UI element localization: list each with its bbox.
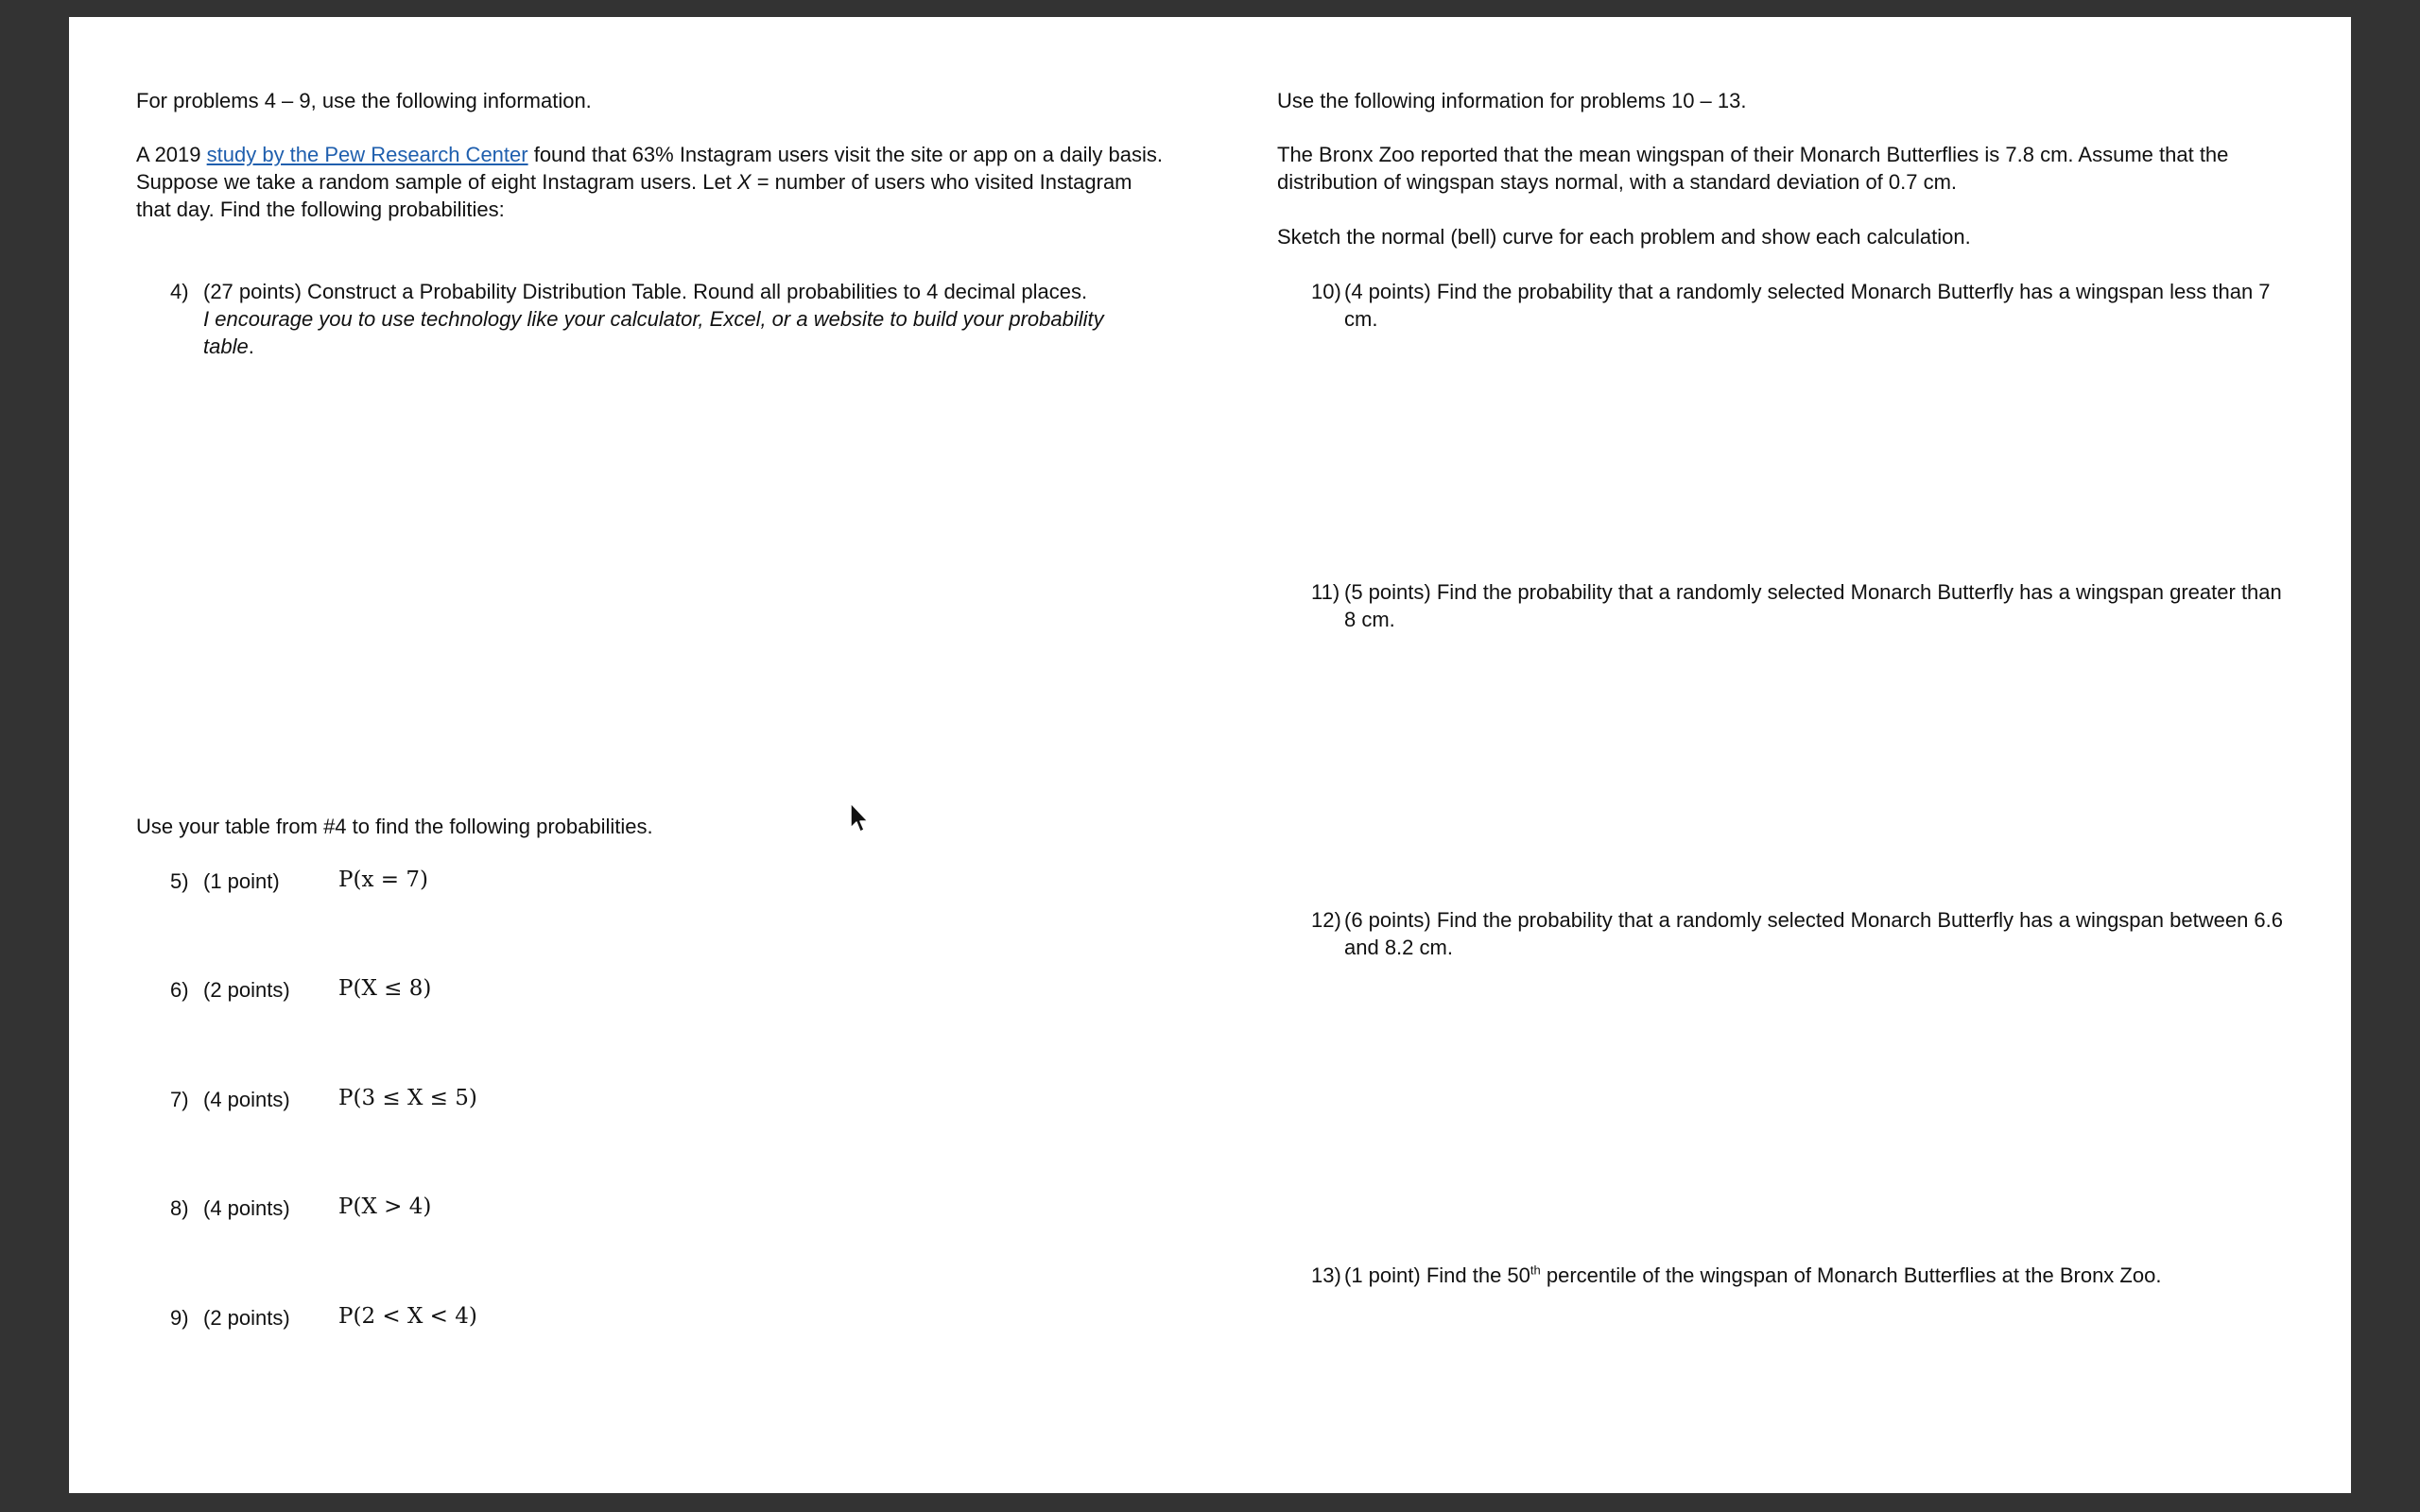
question-points: (4 points)	[203, 1196, 290, 1220]
use-table-instruction: Use your table from #4 to find the following probabilities.	[136, 815, 653, 838]
question-line-1: (4 points) Find the probability that a randomly selected Monarch Butterfly has a wingspan less than 7	[1344, 280, 2271, 303]
question-4-line-2: I encourage you to use technology like your calculator, Excel, or a website to build your probability	[203, 307, 1104, 331]
question-expression: P(X ≤ 8)	[338, 976, 432, 1001]
question-line-2: 8 cm.	[1344, 608, 1395, 631]
question-points: (1 point)	[203, 869, 280, 893]
question-expression: P(2 < X < 4)	[338, 1304, 477, 1329]
question-text: (1 point) Find the 50th percentile of the wingspan of Monarch Butterflies at the Bronx Zoo.	[1344, 1263, 2162, 1287]
question-line-1: (5 points) Find the probability that a randomly selected Monarch Butterfly has a wingspan greater than	[1344, 580, 2282, 604]
question-number: 12)	[1311, 908, 1341, 932]
question-number: 13)	[1311, 1263, 1341, 1287]
question-line-2: and 8.2 cm.	[1344, 936, 1453, 959]
question-line-2: cm.	[1344, 307, 1378, 331]
question-number: 7)	[170, 1088, 189, 1111]
question-points: (2 points)	[203, 978, 290, 1002]
question-points: (4 points)	[203, 1088, 290, 1111]
question-number: 10)	[1311, 280, 1341, 303]
question-line-1: (6 points) Find the probability that a randomly selected Monarch Butterfly has a wingspan between 6.6	[1344, 908, 2283, 932]
right-intro: Use the following information for problems 10 – 13.	[1277, 89, 1747, 112]
question-expression: P(3 ≤ X ≤ 5)	[338, 1086, 477, 1110]
mouse-pointer-icon	[848, 801, 873, 835]
question-expression: P(x = 7)	[338, 868, 428, 892]
question-number: 6)	[170, 978, 189, 1002]
question-expression: P(X > 4)	[338, 1194, 432, 1219]
document-page	[69, 17, 2351, 1493]
question-number: 8)	[170, 1196, 189, 1220]
left-intro: For problems 4 – 9, use the following information.	[136, 89, 592, 112]
question-number: 11)	[1311, 580, 1340, 604]
question-number: 9)	[170, 1306, 189, 1330]
question-4-line-1: (27 points) Construct a Probability Distribution Table. Round all probabilities to 4 decimal places.	[203, 280, 1088, 303]
bronx-paragraph-line-1: The Bronx Zoo reported that the mean wingspan of their Monarch Butterflies is 7.8 cm. Assume that the	[1277, 143, 2229, 166]
sketch-instruction: Sketch the normal (bell) curve for each problem and show each calculation.	[1277, 225, 1971, 249]
question-4-number: 4)	[170, 280, 189, 303]
pew-research-link[interactable]: study by the Pew Research Center	[206, 143, 528, 166]
question-number: 5)	[170, 869, 189, 893]
pew-paragraph-line-3: that day. Find the following probabilities:	[136, 198, 505, 221]
question-4-line-3: table.	[203, 335, 254, 358]
question-points: (2 points)	[203, 1306, 290, 1330]
pew-paragraph-line-2: Suppose we take a random sample of eight Instagram users. Let X = number of users who visited Instagram	[136, 170, 1132, 194]
bronx-paragraph-line-2: distribution of wingspan stays normal, with a standard deviation of 0.7 cm.	[1277, 170, 1958, 194]
pew-paragraph-line-1: A 2019 study by the Pew Research Center found that 63% Instagram users visit the site or app on a daily basis.	[136, 143, 1163, 166]
